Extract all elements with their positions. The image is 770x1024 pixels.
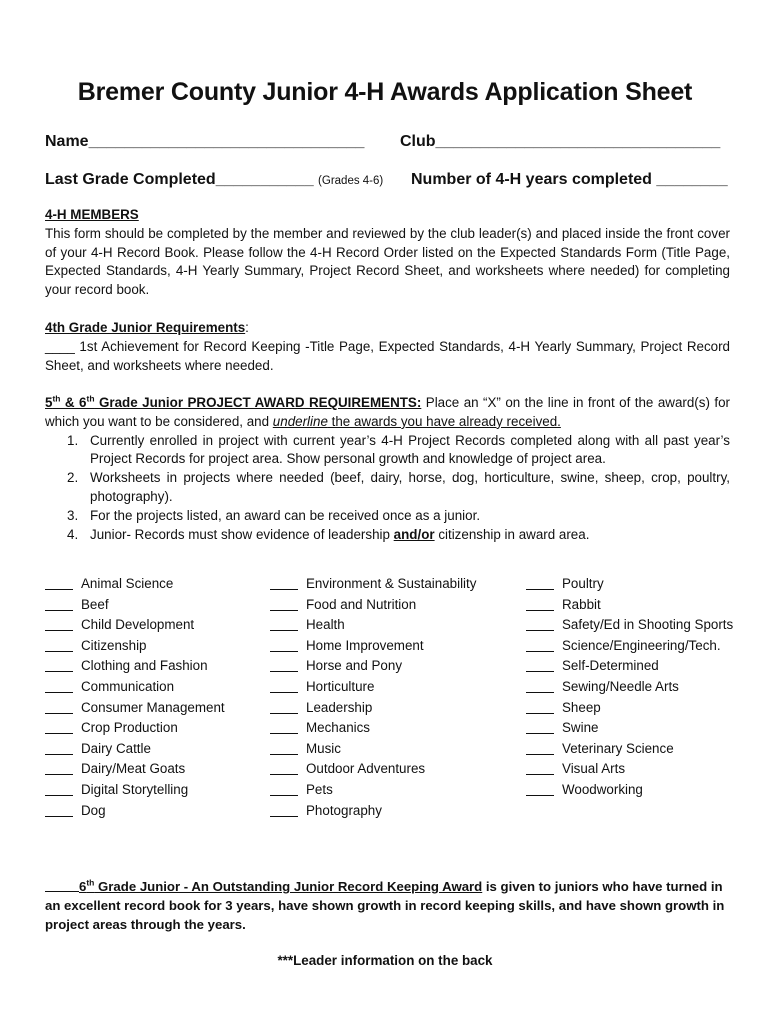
- award-label: Poultry: [562, 576, 604, 591]
- fourth-grade-text: 1st Achievement for Record Keeping -Title Page, Expected Standards, 4-H Yearly Summary, Project Record Sheet, and worksheets where needed.: [45, 338, 730, 373]
- fourth-grade-heading: 4th Grade Junior Requirements: [45, 320, 246, 335]
- award-label: Horticulture: [306, 678, 375, 694]
- award-option: [270, 677, 476, 698]
- award-option: [45, 739, 225, 760]
- award-checkbox-blank[interactable]: [526, 595, 554, 611]
- award-label: Woodworking: [562, 781, 643, 797]
- award-label: Health: [306, 617, 345, 633]
- award-checkbox-blank[interactable]: [45, 615, 73, 631]
- heading-five-sup: th: [52, 393, 61, 404]
- award-option: [526, 739, 733, 760]
- award-option: [526, 780, 733, 801]
- list-text-emphasis: and/or: [393, 526, 435, 542]
- requirements-list: [45, 432, 730, 545]
- award-option: [45, 698, 225, 719]
- fourth-grade-section: [45, 319, 730, 375]
- award-checkbox-blank[interactable]: [526, 677, 554, 693]
- award-label: Crop Production: [81, 720, 178, 736]
- award-option: [45, 656, 225, 677]
- award-option: [270, 574, 476, 595]
- award-checkbox-blank[interactable]: [270, 636, 298, 652]
- award-option: [270, 718, 476, 739]
- last-grade-field[interactable]: [45, 171, 383, 189]
- outstanding-award-blank[interactable]: [45, 877, 79, 892]
- list-number: 2.: [67, 470, 79, 486]
- award-label: Digital Storytelling: [81, 781, 189, 797]
- award-option: [270, 698, 476, 719]
- list-item: [45, 432, 730, 470]
- award-checkbox-blank[interactable]: [526, 636, 554, 652]
- heading-five: 5: [45, 395, 53, 410]
- award-option: [526, 698, 733, 719]
- award-label: Rabbit: [562, 596, 601, 612]
- members-heading: 4-H MEMBERS: [45, 207, 139, 222]
- award-checkbox-blank[interactable]: [526, 780, 554, 796]
- award-label: Child Development: [81, 617, 195, 633]
- fourth-grade-blank[interactable]: ____: [45, 338, 75, 354]
- outstanding-six: 6: [79, 879, 87, 894]
- project-award-intro: [45, 394, 730, 432]
- award-option: [270, 636, 476, 657]
- award-option: [45, 780, 225, 801]
- footer-note: ***Leader information on the back: [277, 953, 493, 968]
- award-label: Photography: [306, 802, 382, 818]
- years-completed-field[interactable]: Number of 4-H years completed ________: [411, 171, 728, 188]
- award-label: Consumer Management: [81, 699, 225, 715]
- award-label: Dairy Cattle: [81, 740, 151, 756]
- fourth-grade-requirement: [45, 338, 730, 376]
- award-option: [270, 595, 476, 616]
- award-checkbox-blank[interactable]: [270, 698, 298, 714]
- project-award-heading: [45, 395, 421, 410]
- award-label: Clothing and Fashion: [81, 658, 208, 674]
- members-instructions: This form should be completed by the member and reviewed by the club leader(s) and placed inside the front cover of your 4-H Record Book. Please follow the 4-H Record Order listed on the Expected Standards Form (Title Page, Expected Standards, 4-H Yearly Summary, Project Record Sheet, and worksheets where needed) for completing your record book.: [45, 225, 730, 298]
- award-checkbox-blank[interactable]: [270, 574, 298, 590]
- award-checkbox-blank[interactable]: [45, 718, 73, 734]
- project-award-section: [45, 394, 730, 544]
- award-column-1: [45, 574, 225, 821]
- award-label: Sewing/Needle Arts: [562, 678, 679, 694]
- award-checkbox-blank[interactable]: [45, 677, 73, 693]
- award-option: [526, 574, 733, 595]
- award-column-2: [270, 574, 476, 821]
- outstanding-title-rest: Grade Junior - An Outstanding Junior Record Keeping Award: [94, 879, 483, 894]
- list-number: 4.: [67, 526, 79, 542]
- award-label: Pets: [306, 781, 333, 797]
- award-checkbox-blank[interactable]: [270, 718, 298, 734]
- award-option: [45, 636, 225, 657]
- list-item: [45, 526, 730, 545]
- award-label: Sheep: [562, 699, 601, 715]
- award-label: Dairy/Meat Goats: [81, 761, 186, 777]
- award-label: Communication: [81, 678, 175, 694]
- list-number: 3.: [67, 507, 79, 523]
- award-label: Dog: [81, 802, 106, 818]
- heading-amp-six: & 6: [60, 395, 87, 410]
- award-checkbox-blank[interactable]: [526, 698, 554, 714]
- award-label: Environment & Sustainability: [306, 576, 477, 591]
- award-checkbox-blank[interactable]: [270, 801, 298, 817]
- outstanding-sup: th: [86, 877, 95, 888]
- award-label: Safety/Ed in Shooting Sports: [562, 617, 734, 633]
- award-label: Veterinary Science: [562, 740, 674, 756]
- award-label: Home Improvement: [306, 637, 424, 653]
- award-checkbox-blank[interactable]: [45, 595, 73, 611]
- list-number: 1.: [67, 432, 79, 448]
- list-text: For the projects listed, an award can be received once as a junior.: [90, 507, 481, 523]
- intro-part-2: the awards you have already received.: [327, 413, 561, 429]
- award-option: [45, 574, 225, 595]
- award-option: [270, 801, 476, 822]
- fourth-grade-heading-colon: :: [245, 320, 249, 335]
- award-option: [45, 801, 225, 822]
- grades-note: (Grades 4-6): [318, 175, 384, 187]
- list-text: Junior- Records must show evidence of leadership: [90, 526, 394, 542]
- award-option: [270, 739, 476, 760]
- award-label: Music: [306, 740, 341, 756]
- award-checkbox-blank[interactable]: [270, 739, 298, 755]
- award-option: [526, 636, 733, 657]
- award-label: Swine: [562, 720, 599, 736]
- outstanding-text: is given to juniors who have turned in an excellent record book for 3 years, have shown growth in record keeping skills, and have shown growth in project areas through the years.: [45, 879, 725, 932]
- fourth-grade-heading-line: [45, 319, 730, 338]
- list-text: citizenship in award area.: [434, 526, 590, 542]
- award-checkbox-blank[interactable]: [45, 656, 73, 672]
- award-option: [526, 595, 733, 616]
- award-checkbox-blank[interactable]: [526, 759, 554, 775]
- award-column-3: [526, 574, 733, 801]
- award-label: Citizenship: [81, 637, 147, 653]
- award-checkbox-blank[interactable]: [270, 759, 298, 775]
- award-checkbox-blank[interactable]: [45, 739, 73, 755]
- award-label: Science/Engineering/Tech.: [562, 637, 721, 653]
- list-item: [45, 507, 730, 526]
- heading-rest: Grade Junior PROJECT AWARD REQUIREMENTS:: [94, 395, 422, 410]
- outstanding-award-title: [79, 879, 482, 894]
- award-option: [45, 677, 225, 698]
- award-option: [526, 615, 733, 636]
- award-checkbox-blank[interactable]: [526, 718, 554, 734]
- award-checkbox-blank[interactable]: [45, 780, 73, 796]
- members-section: [45, 206, 730, 300]
- award-checkbox-blank[interactable]: [45, 759, 73, 775]
- list-text: Worksheets in projects where needed (beef, dairy, horse, dog, horticulture, swine, sheep, crop, poultry, photography).: [90, 470, 730, 504]
- award-label: Horse and Pony: [306, 658, 403, 674]
- intro-part-1: Place an “X” on the line in front of the award(s) for which you want to be considered, and: [45, 395, 730, 429]
- award-option: [45, 595, 225, 616]
- award-checkbox-blank[interactable]: [526, 739, 554, 755]
- award-option: [526, 677, 733, 698]
- list-item: [45, 469, 730, 507]
- award-option: [45, 759, 225, 780]
- award-label: Self-Determined: [562, 658, 659, 674]
- award-label: Outdoor Adventures: [306, 761, 426, 777]
- award-option: [526, 759, 733, 780]
- award-option: [270, 759, 476, 780]
- intro-underline-word: underline: [272, 413, 328, 429]
- club-field[interactable]: Club________________________________: [400, 133, 721, 150]
- award-option: [526, 656, 733, 677]
- award-checkbox-blank[interactable]: [270, 677, 298, 693]
- award-option: [270, 656, 476, 677]
- award-checkbox-blank[interactable]: [270, 780, 298, 796]
- award-label: Leadership: [306, 699, 373, 715]
- award-option: [270, 780, 476, 801]
- award-option: [270, 615, 476, 636]
- award-label: Visual Arts: [562, 761, 626, 777]
- list-text: Currently enrolled in project with current year’s 4-H Project Records completed along with all past year’s Project Records for project area. Show personal growth and knowledge of project area.: [90, 432, 730, 467]
- award-checkbox-blank[interactable]: [526, 656, 554, 672]
- outstanding-award-section: [45, 877, 730, 934]
- award-checkbox-blank[interactable]: [45, 574, 73, 590]
- award-checkbox-blank[interactable]: [526, 574, 554, 590]
- award-label: Food and Nutrition: [306, 596, 417, 612]
- last-grade-label: Last Grade Completed___________: [45, 171, 314, 188]
- award-option: [526, 718, 733, 739]
- award-checkbox-blank[interactable]: [270, 656, 298, 672]
- award-checkbox-blank[interactable]: [45, 636, 73, 652]
- award-checkbox-blank[interactable]: [526, 615, 554, 631]
- award-checkbox-blank[interactable]: [270, 595, 298, 611]
- award-checkbox-blank[interactable]: [45, 698, 73, 714]
- award-checkbox-blank[interactable]: [45, 801, 73, 817]
- award-option: [45, 615, 225, 636]
- award-label: Mechanics: [306, 720, 371, 736]
- award-label: Animal Science: [81, 576, 174, 591]
- page-title: Bremer County Junior 4-H Awards Application Sheet: [77, 78, 693, 106]
- award-option: [45, 718, 225, 739]
- name-field[interactable]: Name_______________________________: [45, 133, 365, 150]
- heading-six-sup: th: [86, 393, 95, 404]
- award-checkbox-blank[interactable]: [270, 615, 298, 631]
- award-label: Beef: [81, 596, 109, 612]
